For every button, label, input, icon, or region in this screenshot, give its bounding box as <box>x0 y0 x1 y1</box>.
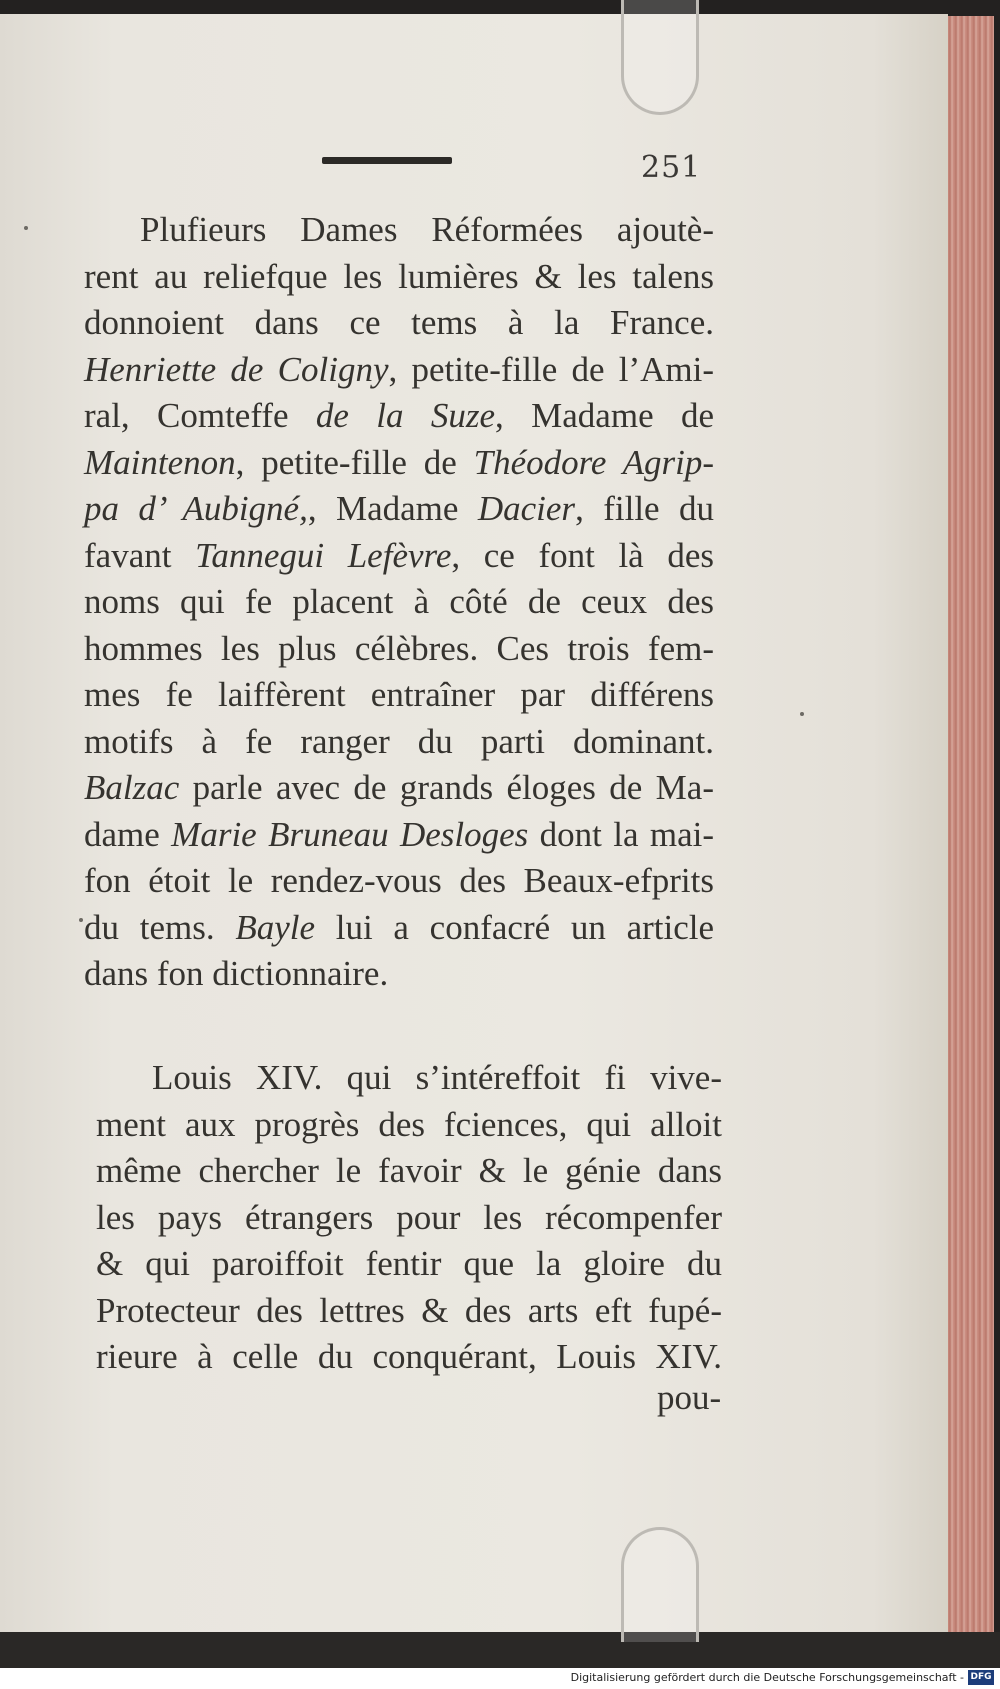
text-line: fon étoit le rendez-vous des Beaux-efprits <box>84 861 714 900</box>
text-fragment: ral, Comteffe <box>84 396 289 435</box>
paper-speck <box>79 918 83 922</box>
dfg-logo-icon: DFG <box>968 1670 994 1685</box>
text-fragment: favant <box>84 535 172 575</box>
italic-name: Balzac <box>84 768 180 807</box>
paragraph-1 <box>84 207 714 998</box>
text-fragment: lui a confacré un article <box>335 907 715 947</box>
funding-credit: Digitalisierung gefördert durch die Deutsche Forschungsgemeinschaft - <box>570 1671 964 1684</box>
header-rule <box>322 157 452 164</box>
italic-name: de la Suze <box>315 396 496 435</box>
text-line <box>84 393 714 440</box>
italic-name: Maintenon <box>84 442 236 482</box>
text-line <box>84 486 714 533</box>
catchword: pou- <box>657 1378 722 1417</box>
text-line: Plufieurs Dames Réformées ajoutè- <box>140 210 714 249</box>
text-line: ment aux progrès des fciences, qui alloit <box>96 1104 722 1144</box>
text-line: mes fe laiffèrent entraîner par différens <box>84 675 714 714</box>
text-fragment: du tems. <box>84 907 215 947</box>
bottom-page-clip-icon <box>621 1527 699 1642</box>
italic-name: pa d’ Aubigné, <box>84 489 308 528</box>
text-fragment: dont la mai- <box>539 814 715 854</box>
text-line: motifs à fe ranger du parti dominant. <box>84 721 714 761</box>
text-line: hommes les plus célèbres. Ces trois fem- <box>84 628 714 668</box>
text-line: rent au reliefque les lumières & les talens <box>84 256 714 296</box>
text-line: & qui paroiffoit fentir que la gloire du <box>96 1244 722 1283</box>
text-line: rieure à celle du conquérant, Louis XIV. <box>96 1337 722 1376</box>
text-line: Louis XIV. qui s’intéreffoit fi vive- <box>152 1058 722 1097</box>
page-number: 251 <box>641 150 702 185</box>
italic-name: Marie Bruneau Desloges <box>171 814 529 854</box>
text-fragment: , ce font là des <box>451 535 714 575</box>
top-page-clip-icon <box>621 0 699 115</box>
text-fragment: parle avec de grands éloges de Ma- <box>192 768 714 807</box>
paper-speck <box>800 712 804 716</box>
text-line: donnoient dans ce tems à la France. <box>84 303 714 342</box>
text-fragment: , Madame de <box>495 396 714 435</box>
text-line <box>84 533 714 580</box>
text-fragment: , Madame <box>307 489 459 528</box>
text-line <box>84 347 714 394</box>
paper-speck <box>24 226 28 230</box>
text-line <box>84 812 714 859</box>
text-line: dans fon dictionnaire. <box>84 954 389 993</box>
text-line: même chercher le favoir & le génie dans <box>96 1151 722 1190</box>
text-fragment: dame <box>84 814 160 854</box>
text-fragment: , petite-fille de <box>235 442 457 482</box>
paragraph-2 <box>96 1055 722 1381</box>
italic-name: Bayle <box>235 907 316 947</box>
text-line <box>84 765 714 812</box>
italic-name: Tannegui Lefèvre <box>195 535 452 575</box>
italic-name: Dacier <box>477 489 576 528</box>
text-fragment: , petite-fille de l’Ami- <box>388 349 714 389</box>
text-line <box>84 440 714 487</box>
text-line <box>84 905 714 952</box>
footer-bar <box>0 1668 1000 1689</box>
scanner-bed <box>0 1632 1000 1668</box>
text-line: Protecteur des lettres & des arts eft fupé- <box>96 1290 722 1330</box>
text-fragment: , fille du <box>575 489 714 528</box>
page-edges <box>948 16 994 1632</box>
italic-name: Théodore Agrip- <box>473 442 715 482</box>
text-line: les pays étrangers pour les récompenfer <box>96 1197 722 1237</box>
text-line: noms qui fe placent à côté de ceux des <box>84 582 714 621</box>
italic-name: Henriette de Coligny <box>84 349 389 389</box>
